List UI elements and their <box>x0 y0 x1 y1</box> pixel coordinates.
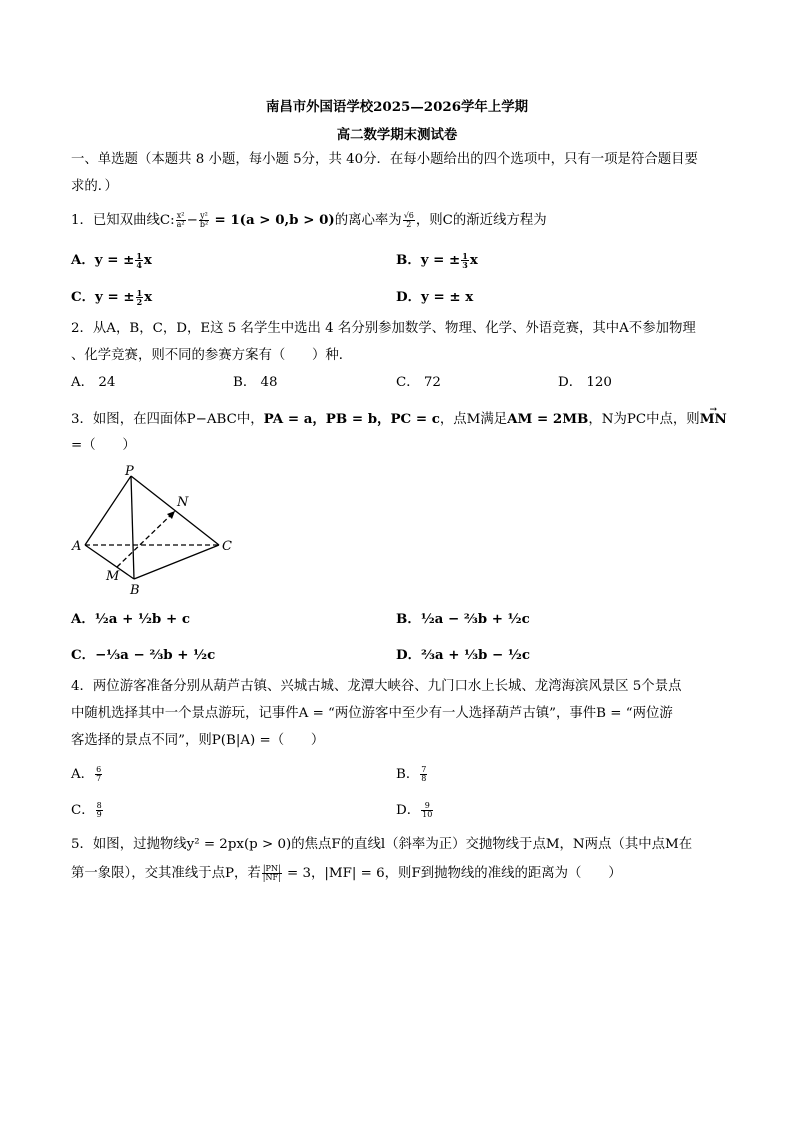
q3-text-start: 3．如图，在四面体P−ABC中， <box>71 412 264 427</box>
page-subtitle: 高二数学期末测试卷 <box>336 127 458 143</box>
q2-option-c[interactable]: C． 72 <box>396 375 441 390</box>
q3-text-mid: ，点M满足 <box>439 412 508 427</box>
section-heading-cont: 求的．） <box>71 179 118 194</box>
q3-condition: AM = 2MB <box>507 411 589 427</box>
q3-option-c[interactable]: C．−⅓a − ⅔b + ½c <box>71 647 216 663</box>
edge-pa <box>85 476 131 545</box>
question-5-cont <box>71 864 622 884</box>
q1-frac-x: $\frac{\text{x²}}{\text{a²}}$ <box>176 211 185 229</box>
question-5: 5．如图，过抛物线y² = 2px(p > 0)的焦点F的直线l（斜率为正）交抛物线于点M，N两点（其中点M在 <box>71 837 693 852</box>
question-1: 1．已知双曲线C: $\frac{\text{x²}}{\text{a²}}$ − $\frac{\text{y²}}{\text{b²}}$ = 1(a > 0,b > 0)的离心率为 $\frac{√6}{2}$ ，则C的渐近线方程为 <box>71 211 547 229</box>
q1-text-end: ，则C的渐近线方程为 <box>415 213 547 228</box>
q1-option-d[interactable]: D．y = ± x <box>396 289 474 305</box>
q2-option-a[interactable]: A． 24 <box>71 375 116 390</box>
q1-option-c[interactable]: C．y = ± $\frac{1}{2}$ x <box>71 288 153 307</box>
question-3 <box>71 409 727 430</box>
edge-pb <box>131 476 134 579</box>
question-4-cont-2: 客选择的景点不同”，则P(B|A) =（ ） <box>71 733 325 748</box>
q3-option-d[interactable]: D．⅔a + ⅓b − ½c <box>396 647 530 663</box>
q1-text-mid: 的离心率为 <box>334 213 402 228</box>
edge-pc <box>131 476 219 545</box>
q1-option-b[interactable]: B．y = ± $\frac{1}{3}$ x <box>396 251 478 270</box>
q3-option-a[interactable]: A．½a + ½b + c <box>71 611 190 627</box>
q4-option-d[interactable]: D． $\frac{9}{10}$ <box>396 801 433 819</box>
q1-option-a[interactable]: A．y = ± $\frac{1}{4}$ x <box>71 251 152 270</box>
question-4: 4．两位游客准备分别从葫芦古镇、兴城古城、龙潭大峡谷、九门口水上长城、龙湾海滨风景区 5个景点 <box>71 679 682 694</box>
label-p: P <box>125 464 134 479</box>
label-m: M <box>106 569 120 584</box>
q3-vector-defs: PA = a，PB = b，PC = c <box>263 411 440 427</box>
q1-frac-y: $\frac{\text{y²}}{\text{b²}}$ <box>199 211 209 229</box>
q3-target-vector: → MN <box>700 409 727 429</box>
q4-option-a[interactable]: A． $\frac{6}{7}$ <box>71 765 102 783</box>
question-2: 2．从A，B，C，D，E这 5 名学生中选出 4 名分别参加数学、物理、化学、外语竞赛，其中A不参加物理 <box>71 321 696 336</box>
q5-text-start: 第一象限），交其准线于点P，若 <box>71 866 261 881</box>
q3-option-b[interactable]: B．½a − ⅔b + ½c <box>396 611 530 627</box>
q4-option-b[interactable]: B． $\frac{7}{8}$ <box>396 765 427 783</box>
page-title: 南昌市外国语学校2025—2026学年上学期 <box>265 99 528 115</box>
label-n: N <box>177 495 189 510</box>
arrowhead <box>167 511 175 519</box>
q5-ratio: $\frac{|PN|}{|NF|}$ <box>262 864 281 882</box>
section-heading: 一、单选题（本题共 8 小题，每小题 5分，共 40分．在每小题给出的四个选项中，只有一项是符合题目要 <box>71 152 698 167</box>
question-4-cont-1: 中随机选择其中一个景点游玩，记事件A = “两位游客中至少有一人选择葫芦古镇”，事件B = “两位游 <box>71 706 673 721</box>
label-c: C <box>222 539 232 554</box>
q2-option-d[interactable]: D． 120 <box>558 375 612 390</box>
edge-bc <box>134 545 219 579</box>
question-2-cont: 、化学竞赛，则不同的参赛方案有（ ）种． <box>71 348 353 363</box>
q1-condition: = 1(a > 0,b > 0) <box>214 212 335 228</box>
vector-mn <box>117 511 175 567</box>
q3-text-end: ，N为PC中点，则 <box>588 412 700 427</box>
q5-text-end: = 3，|MF| = 6，则F到抛物线的准线的距离为（ ） <box>287 866 622 881</box>
q1-text-start: 1．已知双曲线C: <box>71 213 175 228</box>
q1-eccentricity: $\frac{√6}{2}$ <box>403 211 414 229</box>
label-a: A <box>72 539 82 554</box>
question-3-cont: =（ ） <box>71 438 136 453</box>
q2-option-b[interactable]: B． 48 <box>233 375 278 390</box>
tetrahedron-figure <box>71 464 251 598</box>
q4-option-c[interactable]: C． $\frac{8}{9}$ <box>71 801 102 819</box>
label-b: B <box>130 583 140 598</box>
